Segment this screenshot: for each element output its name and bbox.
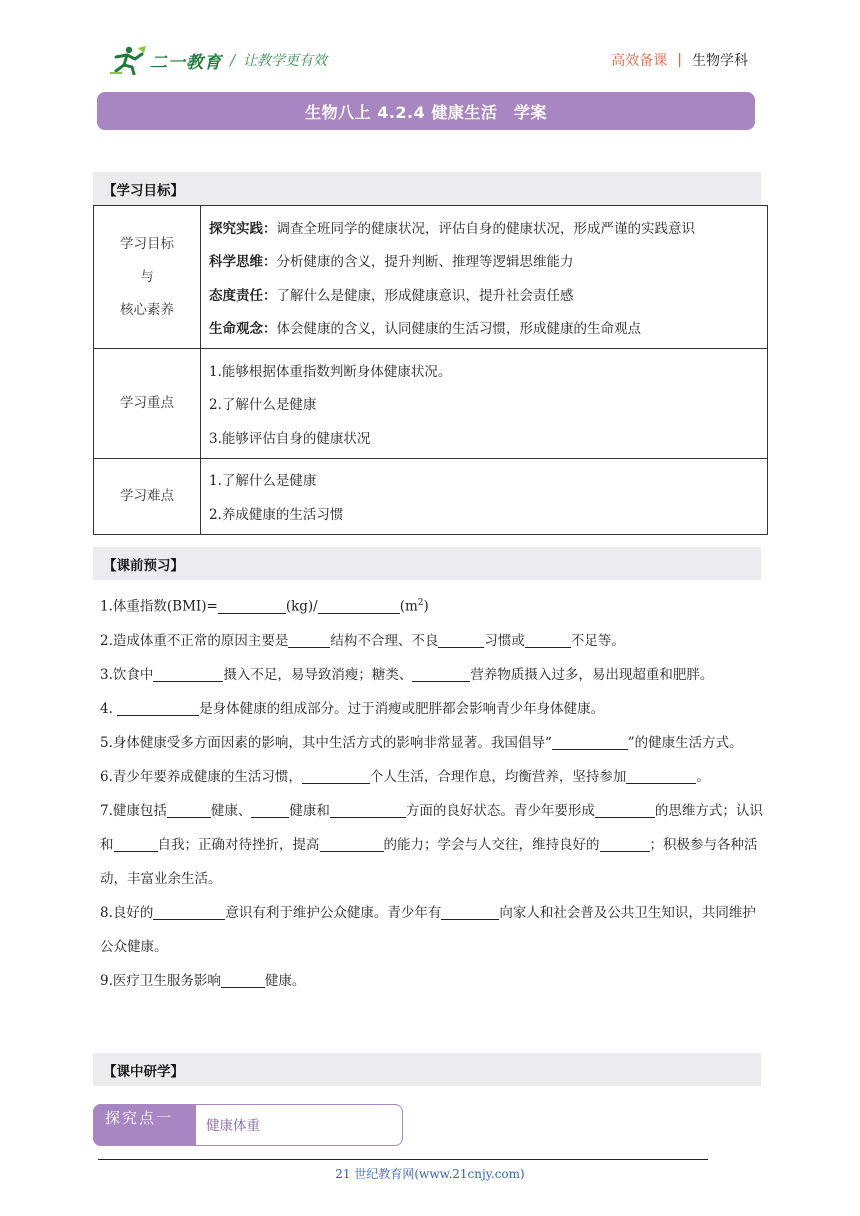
section-preview-heading: 【课前预习】 <box>93 547 761 580</box>
brand-slogan: 让教学更有效 <box>243 53 328 69</box>
document-title-bar <box>97 92 755 130</box>
list-item: 2.养成健康的生活习惯 <box>209 506 344 523</box>
goals-table <box>93 205 768 535</box>
answer-blank[interactable] <box>318 598 400 614</box>
header-label-subject: 生物学科 <box>692 53 748 69</box>
question-4: 4. 是身体健康的组成部分。过于消瘦或肥胖都会影响青少年身体健康。 <box>100 700 605 717</box>
explore-point-topic: 健康体重 <box>206 1118 260 1134</box>
list-item: 生命观念： 体会健康的含义，认同健康的生活习惯，形成健康的生命观点 <box>209 321 641 338</box>
question-5: 5.身体健康受多方面因素的影响，其中生活方式的影响非常显著。我国倡导“ ”的健康生活方式。 <box>100 734 743 751</box>
list-item: 态度责任： 了解什么是健康，形成健康意识，提升社会责任感 <box>209 287 574 304</box>
answer-blank[interactable] <box>153 904 225 920</box>
question-3: 3.饮食中 摄入不足，易导致消瘦；糖类、 营养物质摄入过多，易出现超重和肥胖。 <box>100 666 714 683</box>
answer-blank[interactable] <box>288 632 330 648</box>
question-2: 2.造成体重不正常的原因主要是 结构不合理、不良 习惯或 不足等。 <box>100 632 625 649</box>
key-points-content <box>201 349 768 459</box>
section-goals-heading: 【学习目标】 <box>93 172 761 205</box>
answer-blank[interactable] <box>441 904 499 920</box>
answer-blank[interactable] <box>302 768 370 784</box>
goals-content <box>201 206 768 349</box>
preview-questions <box>100 586 764 998</box>
list-item: 1.了解什么是健康 <box>209 473 317 490</box>
answer-blank[interactable] <box>114 836 158 852</box>
answer-blank[interactable] <box>167 802 211 818</box>
table-row <box>94 206 768 349</box>
explore-point-tag: 探究点一 <box>93 1104 196 1146</box>
list-item: 2.了解什么是健康 <box>209 397 317 414</box>
answer-blank[interactable] <box>525 632 571 648</box>
question-6: 6.青少年要养成健康的生活习惯， 个人生活，合理作息，均衡营养，坚持参加 。 <box>100 768 710 785</box>
table-row <box>94 349 768 459</box>
table-row <box>94 458 768 534</box>
answer-blank[interactable] <box>251 802 289 818</box>
difficulties-content <box>201 458 768 534</box>
brand-name: 二一教育 <box>150 52 222 73</box>
section-study-heading: 【课中研学】 <box>93 1053 761 1086</box>
answer-blank[interactable] <box>626 768 696 784</box>
question-1: 1.体重指数(BMI)= (kg)/ $(m^2)$ <box>100 598 429 615</box>
answer-blank[interactable] <box>412 666 470 682</box>
explore-point-box <box>93 1104 403 1146</box>
header-separator: | <box>677 52 682 68</box>
footer-divider <box>98 1159 708 1160</box>
answer-blank[interactable] <box>218 598 286 614</box>
key-points-label: 学习重点 <box>94 349 201 459</box>
brand-logo <box>108 44 327 76</box>
question-9: 9.医疗卫生服务影响 健康。 <box>100 972 306 989</box>
answer-blank[interactable] <box>552 734 628 750</box>
header-subject <box>611 50 748 70</box>
answer-blank[interactable] <box>438 632 484 648</box>
answer-blank[interactable] <box>221 972 265 988</box>
list-item: 3.能够评估自身的健康状况 <box>209 430 371 447</box>
question-8: 8.良好的 意识有利于维护公众健康。青少年有 向家人和社会普及公共卫生知识，共同维护公众健康。 <box>100 904 756 955</box>
answer-blank[interactable] <box>330 802 406 818</box>
page-header <box>108 44 748 76</box>
runner-logo-icon <box>108 45 148 75</box>
goals-label: 学习目标 与 核心素养 <box>94 206 201 349</box>
answer-blank[interactable] <box>320 836 384 852</box>
list-item: 探究实践： 调查全班同学的健康状况，评估自身的健康状况，形成严谨的实践意识 <box>209 220 695 237</box>
page-footer: 21 世纪教育网(www.21cnjy.com) <box>335 1167 525 1181</box>
list-item: 科学思维： 分析健康的含义，提升判断、推理等逻辑思维能力 <box>209 254 574 271</box>
list-item: 1.能够根据体重指数判断身体健康状况。 <box>209 363 452 380</box>
answer-blank[interactable] <box>153 666 223 682</box>
answer-blank[interactable] <box>595 802 655 818</box>
question-7: 7.健康包括 健康、 健康和 方面的良好状态。青少年要形成 的思维方式；认识和 自我；正确对待挫折，提高 的能力；学会与人交往，维持良好的 ；积极参与各种活动，丰富业余生活。 <box>100 802 763 887</box>
document-title: 生物八上 4.2.4 健康生活 学案 <box>305 102 547 122</box>
header-label-efficient: 高效备课 <box>611 53 668 69</box>
difficulties-label: 学习难点 <box>94 458 201 534</box>
brand-divider: / <box>230 51 236 69</box>
answer-blank[interactable] <box>117 700 199 716</box>
answer-blank[interactable] <box>600 836 650 852</box>
